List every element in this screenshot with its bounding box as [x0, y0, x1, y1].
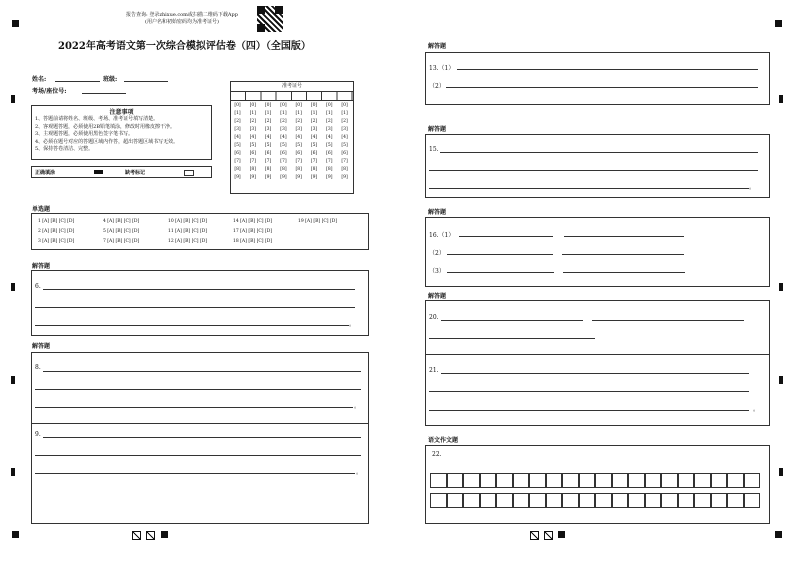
- answer-line[interactable]: [440, 152, 758, 153]
- exam-id-digit-bubble[interactable]: [0]: [280, 103, 287, 108]
- composition-cell[interactable]: [595, 493, 612, 508]
- exam-id-entry-row[interactable]: [231, 92, 353, 101]
- exam-id-digit-bubble[interactable]: [2]: [295, 119, 302, 124]
- exam-id-digit-bubble[interactable]: [1]: [341, 111, 348, 116]
- notice-box: [31, 105, 212, 160]
- fill-example-box: [31, 166, 212, 178]
- exam-id-digit-bubble[interactable]: [7]: [234, 159, 241, 164]
- page-code-box: [146, 531, 155, 540]
- exam-id-digit-bubble[interactable]: [3]: [280, 127, 287, 132]
- exam-id-column: [233, 102, 242, 182]
- exam-id-digit-bubble[interactable]: [0]: [326, 103, 333, 108]
- composition-cell[interactable]: [430, 473, 447, 488]
- correct-label: 正确填涂: [35, 170, 56, 176]
- answer-line[interactable]: [35, 307, 355, 308]
- exam-id-column: [325, 102, 334, 182]
- exam-id-digit-bubble[interactable]: [4]: [295, 135, 302, 140]
- exam-id-digit-bubble[interactable]: [0]: [249, 103, 256, 108]
- mc-question[interactable]: 10 [A] [B] [C] [D]: [168, 219, 208, 224]
- exam-id-digit-bubble[interactable]: [4]: [310, 135, 318, 140]
- correct-fill-example: [94, 170, 103, 174]
- exam-id-digit-bubble[interactable]: [2]: [249, 119, 256, 124]
- exam-id-digit-bubble[interactable]: [4]: [280, 135, 287, 140]
- composition-cell[interactable]: [496, 473, 513, 488]
- question-number: 21.: [429, 367, 439, 374]
- exam-id-column: [310, 102, 319, 182]
- composition-cell[interactable]: [678, 473, 695, 488]
- notice-item: 4、必须在题号对应的答题区域内作答，超出答题区域书写无效。: [35, 138, 179, 145]
- answer-box-q6: [31, 270, 369, 336]
- end-mark: 。: [354, 403, 361, 410]
- answer-line[interactable]: [35, 389, 361, 390]
- side-mark: [11, 376, 15, 384]
- answer-line[interactable]: [35, 473, 355, 474]
- qr-code[interactable]: [257, 6, 283, 32]
- composition-cell[interactable]: [661, 473, 678, 488]
- exam-id-digit-bubble[interactable]: [4]: [249, 135, 256, 140]
- section-heading: 解答题: [32, 263, 51, 270]
- exam-id-digit-bubble[interactable]: [5]: [326, 143, 333, 148]
- answer-line[interactable]: [459, 236, 553, 237]
- exam-id-digit-bubble[interactable]: [5]: [264, 143, 272, 148]
- exam-id-digit-bubble[interactable]: [0]: [264, 103, 272, 108]
- corner-mark: [775, 20, 782, 27]
- exam-id-digit-bubble[interactable]: [8]: [310, 167, 318, 172]
- exam-id-digit-bubble[interactable]: [5]: [234, 143, 241, 148]
- composition-cell[interactable]: [430, 493, 447, 508]
- exam-id-digit-bubble[interactable]: [6]: [341, 151, 348, 156]
- side-mark: [779, 95, 783, 103]
- exam-id-digit-bubble[interactable]: [2]: [264, 119, 272, 124]
- exam-id-digit-bubble[interactable]: [1]: [249, 111, 256, 116]
- question-number: （2）: [429, 83, 445, 90]
- exam-id-digit-bubble[interactable]: [3]: [264, 127, 272, 132]
- exam-id-digit-bubble[interactable]: [7]: [326, 159, 333, 164]
- exam-id-digit-bubble[interactable]: [3]: [310, 127, 318, 132]
- answer-line[interactable]: [35, 455, 361, 456]
- corner-mark: [775, 531, 782, 538]
- mc-question[interactable]: 4 [A] [B] [C] [D]: [103, 219, 140, 224]
- exam-id-digit-bubble[interactable]: [0]: [295, 103, 302, 108]
- exam-id-digit-bubble[interactable]: [6]: [310, 151, 318, 156]
- mc-question[interactable]: 14 [A] [B] [C] [D]: [233, 219, 273, 224]
- exam-id-digit-bubble[interactable]: [8]: [264, 167, 272, 172]
- composition-cell[interactable]: [480, 473, 497, 488]
- composition-cell[interactable]: [463, 473, 480, 488]
- answer-line[interactable]: [43, 289, 355, 290]
- answer-line[interactable]: [447, 254, 553, 255]
- answer-line[interactable]: [35, 407, 353, 408]
- exam-id-digit-bubble[interactable]: [9]: [249, 175, 256, 180]
- page-title: 2022年高考语文第一次综合模拟评估卷（四）（全国版）: [58, 41, 311, 52]
- exam-id-digit-bubble[interactable]: [4]: [341, 135, 348, 140]
- composition-cell[interactable]: [694, 473, 711, 488]
- answer-line[interactable]: [43, 437, 361, 438]
- composition-cell[interactable]: [645, 493, 662, 508]
- exam-id-digit-bubble[interactable]: [4]: [264, 135, 272, 140]
- mc-question[interactable]: 5 [A] [B] [C] [D]: [103, 229, 140, 234]
- answer-box-q20: [425, 300, 770, 355]
- composition-cell[interactable]: [562, 493, 579, 508]
- answer-box-q15: [425, 134, 770, 198]
- mc-question[interactable]: 12 [A] [B] [C] [D]: [168, 239, 208, 244]
- end-mark: 。: [753, 406, 760, 413]
- composition-cell[interactable]: [711, 493, 728, 508]
- exam-id-digit-bubble[interactable]: [9]: [295, 175, 302, 180]
- name-field[interactable]: [55, 81, 100, 82]
- exam-id-digit-bubble[interactable]: [8]: [234, 167, 241, 172]
- composition-cell[interactable]: [711, 473, 728, 488]
- exam-id-digit-bubble[interactable]: [3]: [295, 127, 302, 132]
- exam-id-digit-bubble[interactable]: [9]: [326, 175, 333, 180]
- side-mark: [11, 95, 15, 103]
- exam-id-column: [264, 102, 273, 182]
- page-code-box: [530, 531, 539, 540]
- end-mark: 。: [356, 469, 363, 476]
- exam-id-digit-bubble[interactable]: [1]: [310, 111, 318, 116]
- composition-cell[interactable]: [546, 473, 563, 488]
- answer-line[interactable]: [441, 320, 583, 321]
- exam-id-digit-bubble[interactable]: [7]: [295, 159, 302, 164]
- question-number: 6.: [35, 283, 41, 290]
- composition-cell[interactable]: [579, 493, 596, 508]
- exam-id-digit-bubble[interactable]: [0]: [341, 103, 348, 108]
- mc-question[interactable]: 19 [A] [B] [C] [D]: [298, 219, 338, 224]
- composition-cell[interactable]: [612, 493, 629, 508]
- exam-id-digit-bubble[interactable]: [2]: [234, 119, 241, 124]
- question-number: 15.: [429, 146, 439, 153]
- composition-grid-row[interactable]: [430, 473, 760, 488]
- exam-id-digit-bubble[interactable]: [8]: [326, 167, 333, 172]
- exam-id-column: [248, 102, 257, 182]
- side-mark: [779, 283, 783, 291]
- exam-id-digit-bubble[interactable]: [6]: [295, 151, 302, 156]
- section-heading: 解答题: [428, 209, 447, 216]
- answer-line[interactable]: [564, 236, 684, 237]
- composition-cell[interactable]: [463, 493, 480, 508]
- exam-id-digit-bubble[interactable]: [1]: [295, 111, 302, 116]
- composition-cell[interactable]: [513, 473, 530, 488]
- exam-id-column: [294, 102, 303, 182]
- notice-item: 3、主观题答题，必须使用黑色签字笔书写。: [35, 131, 134, 137]
- composition-cell[interactable]: [678, 493, 695, 508]
- question-number: 8.: [35, 364, 41, 371]
- exam-id-digit-bubble[interactable]: [8]: [280, 167, 287, 172]
- exam-id-digit-bubble[interactable]: [6]: [249, 151, 256, 156]
- corner-mark: [12, 531, 19, 538]
- answer-box-q8: [31, 352, 369, 424]
- missing-label: 缺考标记: [125, 170, 146, 176]
- mc-question[interactable]: 3 [A] [B] [C] [D]: [38, 239, 75, 244]
- answer-line[interactable]: [447, 272, 554, 273]
- side-mark: [779, 376, 783, 384]
- composition-cell[interactable]: [661, 493, 678, 508]
- composition-cell[interactable]: [628, 493, 645, 508]
- exam-id-digit-bubble[interactable]: [7]: [264, 159, 272, 164]
- exam-id-digit-bubble[interactable]: [7]: [280, 159, 287, 164]
- answer-line[interactable]: [562, 254, 684, 255]
- exam-id-digit-bubble[interactable]: [1]: [234, 111, 241, 116]
- composition-cell[interactable]: [480, 493, 497, 508]
- answer-box-q9: [31, 423, 369, 524]
- exam-id-digit-bubble[interactable]: [9]: [280, 175, 287, 180]
- exam-id-digit-bubble[interactable]: [9]: [341, 175, 348, 180]
- exam-id-digit-bubble[interactable]: [6]: [280, 151, 287, 156]
- exam-id-digit-bubble[interactable]: [8]: [249, 167, 256, 172]
- exam-id-digit-bubble[interactable]: [2]: [341, 119, 348, 124]
- exam-id-digit-bubble[interactable]: [1]: [280, 111, 287, 116]
- composition-cell[interactable]: [529, 493, 546, 508]
- exam-id-digit-bubble[interactable]: [3]: [341, 127, 348, 132]
- exam-id-digit-bubble[interactable]: [5]: [341, 143, 348, 148]
- section-heading: 解答题: [428, 43, 447, 50]
- side-mark: [11, 468, 15, 476]
- question-number: 16.（1）: [429, 232, 455, 239]
- report-notice: [112, 12, 252, 26]
- answer-line[interactable]: [43, 371, 361, 372]
- section-heading: 解答题: [428, 126, 447, 133]
- answer-line[interactable]: [446, 87, 758, 88]
- question-number: 22.: [432, 451, 442, 458]
- exam-id-digit-bubble[interactable]: [3]: [249, 127, 256, 132]
- composition-cell[interactable]: [727, 473, 744, 488]
- exam-id-digit-bubble[interactable]: [6]: [234, 151, 241, 156]
- mc-question[interactable]: 18 [A] [B] [C] [D]: [233, 239, 273, 244]
- exam-id-digit-bubble[interactable]: [7]: [249, 159, 256, 164]
- page-code-mark: [161, 531, 168, 538]
- exam-id-digit-bubble[interactable]: [2]: [326, 119, 333, 124]
- question-number: 20.: [429, 314, 439, 321]
- class-label: 班级:: [103, 76, 118, 83]
- question-number: （3）: [429, 268, 445, 275]
- answer-line[interactable]: [35, 325, 349, 326]
- exam-id-digit-bubble[interactable]: [5]: [295, 143, 302, 148]
- notice-item: 1、答题前请将姓名、班级、考场、准考证号填写清楚。: [35, 116, 159, 122]
- composition-cell[interactable]: [513, 493, 530, 508]
- page-code-box: [544, 531, 553, 540]
- exam-id-column: [340, 102, 349, 182]
- section-heading: 解答题: [32, 343, 51, 350]
- mc-question[interactable]: 17 [A] [B] [C] [D]: [233, 229, 273, 234]
- exam-id-digit-bubble[interactable]: [6]: [264, 151, 272, 156]
- exam-id-column: [279, 102, 288, 182]
- end-mark: 。: [749, 184, 756, 191]
- answer-line[interactable]: [429, 410, 749, 411]
- end-mark: 。: [349, 321, 356, 328]
- composition-cell[interactable]: [546, 493, 563, 508]
- composition-cell[interactable]: [562, 473, 579, 488]
- exam-id-digit-bubble[interactable]: [4]: [326, 135, 333, 140]
- section-heading: 解答题: [428, 293, 447, 300]
- missing-checkbox[interactable]: [184, 170, 194, 176]
- answer-box-q21: [425, 354, 770, 426]
- exam-id-digit-bubble[interactable]: [9]: [264, 175, 272, 180]
- exam-id-digit-bubble[interactable]: [3]: [234, 127, 241, 132]
- exam-id-digit-bubble[interactable]: [7]: [310, 159, 318, 164]
- answer-box-q16: [425, 217, 770, 287]
- notice-title: 注意事项: [109, 109, 134, 116]
- answer-line[interactable]: [429, 391, 749, 392]
- answer-box-q13: [425, 52, 770, 105]
- corner-mark: [12, 20, 19, 27]
- mc-question[interactable]: 2 [A] [B] [C] [D]: [38, 229, 75, 234]
- exam-id-digit-bubble[interactable]: [5]: [310, 143, 318, 148]
- exam-id-digit-bubble[interactable]: [4]: [234, 135, 241, 140]
- exam-id-title: 准考证号: [231, 82, 353, 92]
- composition-cell[interactable]: [694, 493, 711, 508]
- exam-id-digit-bubble[interactable]: [8]: [341, 167, 348, 172]
- exam-id-digit-bubble[interactable]: [5]: [280, 143, 287, 148]
- exam-id-digit-bubble[interactable]: [6]: [326, 151, 333, 156]
- class-field[interactable]: [124, 81, 168, 82]
- composition-grid-row[interactable]: [430, 493, 760, 508]
- answer-line[interactable]: [429, 170, 758, 171]
- room-label: 考场/座位号:: [32, 88, 67, 95]
- answer-line[interactable]: [592, 320, 744, 321]
- mc-question[interactable]: 11 [A] [B] [C] [D]: [168, 229, 208, 234]
- exam-id-digit-bubble[interactable]: [2]: [280, 119, 287, 124]
- composition-cell[interactable]: [447, 493, 464, 508]
- answer-line[interactable]: [457, 69, 758, 70]
- notice-item: 2、客观题答题，必须使用2B铅笔填涂，修改时用橡皮擦干净。: [35, 123, 176, 130]
- question-number: 13.（1）: [429, 65, 455, 72]
- exam-id-digit-bubble[interactable]: [5]: [249, 143, 256, 148]
- exam-id-digit-bubble[interactable]: [8]: [295, 167, 302, 172]
- report-notice-line1: 报告查询: 登录zhixue.com或扫描二维码下载App: [126, 12, 238, 18]
- mc-question[interactable]: 7 [A] [B] [C] [D]: [103, 239, 140, 244]
- answer-line[interactable]: [429, 338, 595, 339]
- exam-id-digit-bubble[interactable]: [0]: [310, 103, 318, 108]
- composition-cell[interactable]: [612, 473, 629, 488]
- composition-cell[interactable]: [447, 473, 464, 488]
- page-code-box: [132, 531, 141, 540]
- exam-id-digit-bubble[interactable]: [3]: [326, 127, 333, 132]
- exam-id-digit-bubble[interactable]: [0]: [234, 103, 241, 108]
- side-mark: [779, 468, 783, 476]
- composition-cell[interactable]: [579, 473, 596, 488]
- composition-cell[interactable]: [628, 473, 645, 488]
- exam-id-digit-bubble[interactable]: [9]: [310, 175, 318, 180]
- composition-cell[interactable]: [595, 473, 612, 488]
- composition-cell[interactable]: [744, 493, 761, 508]
- single-choice-heading: 单选题: [32, 206, 51, 213]
- single-choice-box: [31, 213, 369, 250]
- mc-question[interactable]: 1 [A] [B] [C] [D]: [38, 219, 75, 224]
- answer-line[interactable]: [429, 188, 749, 189]
- notice-item: 5、保持答卷清洁、完整。: [35, 146, 94, 152]
- composition-cell[interactable]: [645, 473, 662, 488]
- exam-id-digit-bubble[interactable]: [2]: [310, 119, 318, 124]
- writing-heading: 语文作文题: [428, 437, 459, 444]
- report-notice-line2: (用户名和初始密码均为准考证号): [145, 19, 219, 25]
- question-number: 9.: [35, 431, 41, 438]
- composition-cell[interactable]: [529, 473, 546, 488]
- question-number: （2）: [429, 250, 445, 257]
- composition-cell[interactable]: [727, 493, 744, 508]
- composition-cell[interactable]: [496, 493, 513, 508]
- exam-id-digit-bubble[interactable]: [1]: [326, 111, 333, 116]
- answer-line[interactable]: [563, 272, 685, 273]
- exam-id-digit-bubble[interactable]: [9]: [234, 175, 241, 180]
- exam-id-digit-bubble[interactable]: [1]: [264, 111, 272, 116]
- answer-line[interactable]: [441, 373, 749, 374]
- name-label: 姓名:: [32, 76, 47, 83]
- room-field[interactable]: [82, 93, 126, 94]
- side-mark: [11, 283, 15, 291]
- composition-cell[interactable]: [744, 473, 761, 488]
- exam-id-digit-bubble[interactable]: [7]: [341, 159, 348, 164]
- page-code-mark: [558, 531, 565, 538]
